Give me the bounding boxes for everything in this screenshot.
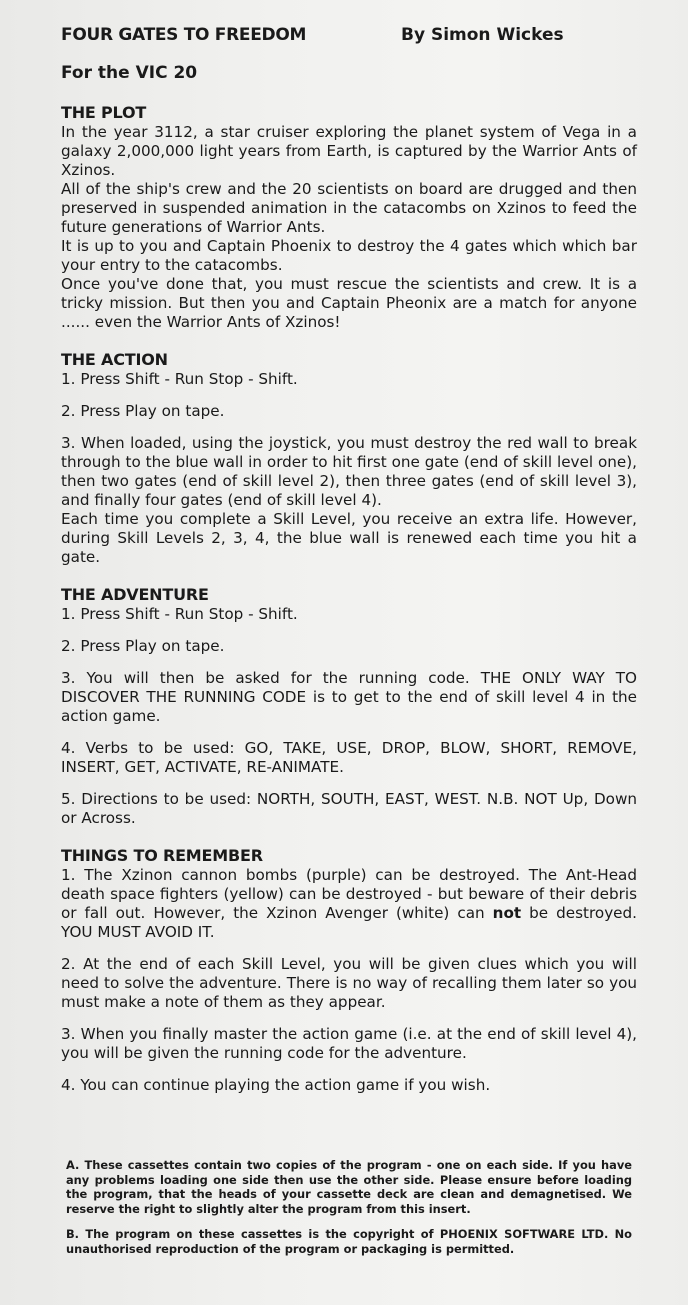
remember-item: 2. At the end of each Skill Level, you will be given clues which you will need to solve the adventure. There is no way of recalling them later so you must make a note of them as they appear. <box>61 955 637 1011</box>
plot-section <box>61 103 637 332</box>
adventure-step: 3. You will then be asked for the running code. THE ONLY WAY TO DISCOVER THE RUNNING CODE is to get to the end of skill level 4 in the action game. <box>61 669 637 725</box>
plot-paragraph: Once you've done that, you must rescue the scientists and crew. It is a tricky mission. But then you and Captain Pheonix are a match for anyone ...... even the Warrior Ants of Xzinos! <box>61 275 637 331</box>
action-section <box>61 350 637 567</box>
adventure-step: 1. Press Shift - Run Stop - Shift. <box>61 605 298 623</box>
platform-label: For the VIC 20 <box>61 63 198 83</box>
plot-paragraph: In the year 3112, a star cruiser exploring the planet system of Vega in a galaxy 2,000,000 light years from Earth, is captured by the Warrior Ants of Xzinos. <box>61 123 637 179</box>
adventure-heading: THE ADVENTURE <box>61 585 209 604</box>
remember-item-emphasis: not <box>492 904 522 922</box>
adventure-step: 4. Verbs to be used: GO, TAKE, USE, DROP, BLOW, SHORT, REMOVE, INSERT, GET, ACTIVATE, RE-ANIMATE. <box>61 739 637 776</box>
remember-item: 3. When you finally master the action game (i.e. at the end of skill level 4), you will be given the running code for the adventure. <box>61 1025 637 1062</box>
game-title: FOUR GATES TO FREEDOM <box>61 25 307 45</box>
main-content <box>61 103 637 1113</box>
footnote-b: B. The program on these cassettes is the copyright of PHOENIX SOFTWARE LTD. No unauthorised reproduction of the program or packaging is permitted. <box>66 1227 632 1256</box>
remember-section <box>61 846 637 1095</box>
adventure-step: 2. Press Play on tape. <box>61 637 225 655</box>
action-heading: THE ACTION <box>61 350 168 369</box>
action-step: 1. Press Shift - Run Stop - Shift. <box>61 370 298 388</box>
remember-item: 4. You can continue playing the action game if you wish. <box>61 1076 491 1094</box>
plot-heading: THE PLOT <box>61 103 147 122</box>
action-step: 3. When loaded, using the joystick, you must destroy the red wall to break through to the blue wall in order to hit first one gate (end of skill level one), then two gates (end of skill level 2), then three gates (end of skill level 3), and finally four gates (end of skill level 4). <box>61 434 637 509</box>
remember-heading: THINGS TO REMEMBER <box>61 846 263 865</box>
remember-item-text: 1. The Xzinon cannon bombs (purple) can be destroyed. The Ant-Head death space fighters (yellow) can be destroyed - but beware of their debris or fall out. However, the Xzinon Avenger (white) can <box>61 866 637 922</box>
remember-item <box>61 866 637 942</box>
author-credit: By Simon Wickes <box>401 25 564 45</box>
remember-item-text: be destroyed. YOU MUST AVOID IT. <box>61 904 637 941</box>
action-step: 2. Press Play on tape. <box>61 402 225 420</box>
footnotes <box>66 1158 632 1267</box>
action-note: Each time you complete a Skill Level, you receive an extra life. However, during Skill Levels 2, 3, 4, the blue wall is renewed each time you hit a gate. <box>61 510 637 566</box>
header <box>61 25 661 45</box>
adventure-step: 5. Directions to be used: NORTH, SOUTH, EAST, WEST. N.B. NOT Up, Down or Across. <box>61 790 637 827</box>
adventure-section <box>61 585 637 828</box>
plot-paragraph: It is up to you and Captain Phoenix to destroy the 4 gates which which bar your entry to the catacombs. <box>61 237 637 274</box>
footnote-a: A. These cassettes contain two copies of the program - one on each side. If you have any problems loading one side then use the other side. Please ensure before loading the program, that the heads of your cassette deck are clean and demagnetised. We reserve the right to slightly alter the program from this insert. <box>66 1158 632 1216</box>
plot-paragraph: All of the ship's crew and the 20 scientists on board are drugged and then preserved in suspended animation in the catacombs on Xzinos to feed the future generations of Warrior Ants. <box>61 180 637 236</box>
